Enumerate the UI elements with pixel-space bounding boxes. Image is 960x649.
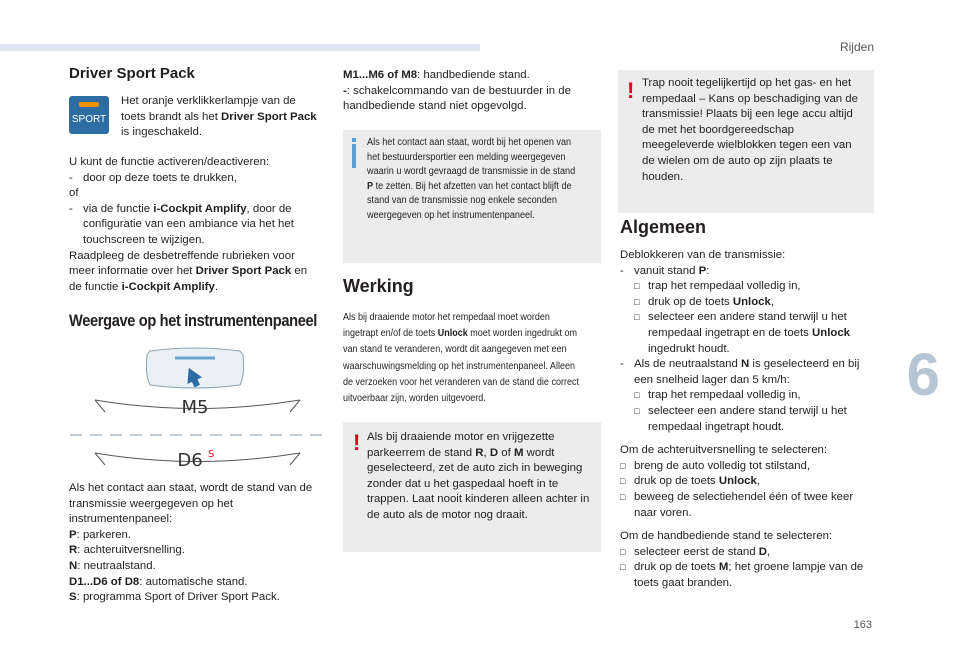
warning-box-1-text: Als bij draaiende motor en vrijgezette parkeerrem de stand R, D of M wordt geselecteerd, zet de auto zich in beweging zonder dat u het gaspedaal hoeft in te trappen. Laat nooit kinderen alleen achter in de auto als de motor nog draait. [367, 431, 590, 521]
warning-box-2 [618, 70, 874, 213]
mode-item: S: programma Sport of Driver Sport Pack. [69, 591, 280, 604]
warning-icon: ! [627, 78, 635, 103]
display-manual-gear: M5 [181, 397, 209, 418]
bullet-icon: □ [634, 390, 640, 401]
info-box [343, 130, 601, 263]
step-item: □ trap het rempedaal volledig in, [634, 279, 876, 295]
list-item: - Als de neutraalstand N is geselecteerd en bij een snelheid lager dan 5 km/h: [620, 358, 860, 386]
bullet-icon: □ [634, 281, 640, 292]
list-item: - door op deze toets te drukken, [69, 171, 237, 184]
display-sport-indicator: S [208, 449, 215, 460]
step-item: □ breng de auto volledig tot stilstand, [620, 459, 876, 475]
werking-title-wrap [343, 276, 601, 296]
bullet-icon: □ [620, 460, 626, 471]
weergave-title-wrap [69, 313, 329, 329]
display-auto-gear: D6 [177, 450, 203, 471]
deblokkeren-line: Deblokkeren van de transmissie: [620, 249, 786, 261]
step-item: □ selecteer een andere stand terwijl u het rempedaal ingetrapt houdt. [634, 404, 876, 435]
info-icon [352, 144, 356, 168]
werking-paragraph: Als bij draaiende motor het rempedaal moet worden ingetrapt en/of de toets Unlock moet worden ingedrukt om van stand te veranderen, wordt dit aangegeven met een waarschuwingsmelding op het instrumentenpaneel. Alleen de verzoeken voor het veranderen van de stand die correct uitvoerbaar zijn, worden uitgevoerd. [343, 312, 579, 405]
handbediende-line: Om de handbediende stand te selecteren: [620, 530, 833, 543]
step-item: □ selecteer eerst de stand D, [620, 545, 876, 561]
modes-list [69, 528, 319, 606]
bullet-icon: □ [620, 562, 626, 573]
bullet-icon: □ [620, 491, 626, 502]
dash-mode-line: -: schakelcommando van de bestuurder in de handbediende stand niet opgevolgd. [343, 84, 571, 113]
step-item: □ beweeg de selectiehendel één of twee keer naar voren. [620, 490, 876, 521]
column-2-top [343, 68, 601, 115]
bullet-icon: □ [634, 312, 640, 323]
weergave-title: Weergave op het instrumentenpaneel [69, 311, 318, 330]
m-steps-list [620, 545, 876, 592]
bullet-icon: □ [620, 476, 626, 487]
step-item: □ druk op de toets Unlock, [620, 474, 876, 490]
column-1 [69, 66, 319, 82]
instrument-panel-illustration [65, 345, 325, 475]
algemeen-title: Algemeen [620, 217, 707, 237]
r-steps-list [620, 459, 876, 521]
step-item: □ selecteer een andere stand terwijl u het rempedaal ingetrapt en de toets Unlock ingedrukt houdt. [634, 310, 876, 357]
driver-sport-pack-title: Driver Sport Pack [69, 65, 195, 82]
bullet-icon: □ [620, 546, 626, 557]
mode-item: D1...D6 of D8: automatische stand. [69, 575, 248, 588]
werking-title: Werking [343, 276, 414, 296]
werking-text [343, 310, 583, 407]
header-bar [0, 44, 480, 51]
algemeen-title-wrap [620, 217, 878, 237]
achteruit-line: Om de achteruitversnelling te selecteren: [620, 444, 828, 457]
step-item: □ druk op de toets M; het groene lampje van de toets gaat branden. [620, 560, 876, 591]
chapter-number: 6 [906, 341, 940, 408]
step-item: □ trap het rempedaal volledig in, [634, 388, 876, 404]
section-title: Rijden [839, 40, 874, 54]
bullet-icon: □ [634, 296, 640, 307]
contact-paragraph: Als het contact aan staat, wordt de stand van de transmissie weergegeven op het instrumentenpaneel: [69, 482, 313, 526]
mode-item: R: achteruitversnelling. [69, 544, 185, 557]
n-steps-list [634, 388, 876, 435]
list-item: - vanuit stand P: [620, 264, 710, 277]
bullet-icon: □ [634, 405, 640, 416]
manual-mode-line: M1...M6 of M8: handbediende stand. [343, 69, 530, 81]
step-item: □ druk op de toets Unlock, [634, 295, 876, 311]
warning-box-2-text: Trap nooit tegelijkertijd op het gas- en het rempedaal – Kans op beschadiging van de transmissie! Plaats bij een lege accu altijd de met het boordgereedschap meegeleverde wielblokken tegen een van de wielen om de auto op zijn plaats te houden. [642, 77, 858, 183]
activation-text [69, 155, 321, 295]
mode-item: P: parkeren. [69, 528, 132, 541]
raadpleeg-paragraph: Raadpleeg de desbetreffende rubrieken voor meer informatie over het Driver Sport Pack en de functie i-Cockpit Amplify. [69, 249, 308, 293]
p-steps-list [634, 279, 876, 357]
page-number: 163 [853, 619, 872, 631]
intro-paragraph: Het oranje verklikkerlampje van de toets brandt als het Driver Sport Pack is ingeschakeld. [121, 95, 317, 139]
activate-line: U kunt de functie activeren/deactiveren: [69, 156, 270, 168]
algemeen-text [620, 248, 876, 591]
intro-text [121, 94, 317, 141]
orange-led-icon [79, 102, 99, 107]
modes-text [69, 481, 319, 606]
list-item: - via de functie i-Cockpit Amplify, door de configuratie van een ambiance via het het touchscreen te wijzigen. [69, 202, 294, 246]
mode-item: N: neutraalstand. [69, 559, 156, 572]
warning-icon: ! [353, 430, 361, 455]
sport-button-icon [69, 96, 109, 134]
of-line: of [69, 187, 79, 200]
info-box-text: Als het contact aan staat, wordt bij het openen van het bestuurdersportier een melding weergegeven waarin u wordt gevraagd de transmissie in de stand P te zetten. Bij het afzetten van het contact blijft de stand van de transmissie nog enkele seconden weergegeven op het instrumentenpaneel. [367, 137, 576, 221]
warning-box-1 [343, 422, 601, 552]
sport-button-label: SPORT [71, 114, 107, 125]
